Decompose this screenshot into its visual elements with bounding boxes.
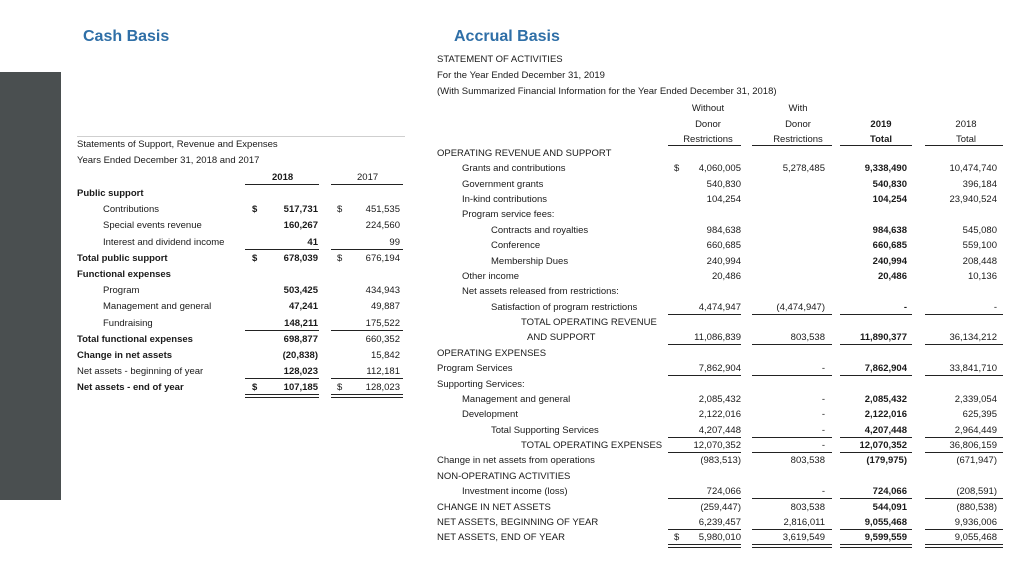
value-total-2019: 9,338,490 <box>864 163 907 175</box>
dollar-sign: $ <box>252 204 258 216</box>
accrual-row-label: Satisfaction of program restrictions <box>491 301 638 313</box>
cash-row-label: Management and general <box>103 301 212 313</box>
col-header-2018: 2018 <box>272 172 294 183</box>
dollar-sign: $ <box>674 532 680 544</box>
accrual-row-label: Grants and contributions <box>462 163 566 175</box>
cash-value-2017: 434,943 <box>365 285 400 297</box>
row-underline <box>925 437 1003 438</box>
value-total-2018: - <box>993 301 997 313</box>
value-total-2019: 240,994 <box>872 255 907 267</box>
cash-row-label: Change in net assets <box>77 350 173 361</box>
value-without-restrictions: 660,685 <box>706 240 741 252</box>
cash-value-2018: 678,039 <box>283 252 318 264</box>
cash-value-2018: 160,267 <box>283 220 318 232</box>
row-double-underline <box>840 544 912 548</box>
cash-title-line1: Statements of Support, Revenue and Expenses <box>77 139 278 150</box>
value-total-2018: (671,947) <box>956 455 997 467</box>
row-underline <box>840 529 912 530</box>
col-header-with: Restrictions <box>773 134 823 145</box>
col-header-underline <box>840 145 912 146</box>
cash-value-2017: 224,560 <box>365 220 400 232</box>
value-total-2018: 9,936,006 <box>954 516 997 528</box>
value-without-restrictions: 7,862,904 <box>698 363 741 375</box>
value-total-2019: 2,122,016 <box>864 409 907 421</box>
cash-value-2017: 112,181 <box>366 366 400 378</box>
value-without-restrictions: 12,070,352 <box>693 440 741 452</box>
row-underline <box>668 437 741 438</box>
col-header-total2019: 2019 <box>870 118 892 130</box>
row-underline <box>752 375 832 376</box>
accrual-title-line1: STATEMENT OF ACTIVITIES <box>437 54 563 65</box>
accrual-row-label: Conference <box>491 240 541 252</box>
row-underline <box>245 249 319 250</box>
cash-row-label: Interest and dividend income <box>103 236 225 248</box>
cash-value-2017: 451,535 <box>365 204 400 216</box>
col-header-with: With <box>788 103 808 114</box>
row-underline <box>331 330 403 331</box>
value-without-restrictions: 240,994 <box>706 255 741 267</box>
accrual-row-label: OPERATING EXPENSES <box>437 347 547 359</box>
value-without-restrictions: (983,513) <box>700 455 741 467</box>
row-underline <box>840 375 912 376</box>
cash-row-label: Contributions <box>103 204 159 216</box>
value-total-2018: 545,080 <box>962 224 997 236</box>
cash-value-2018: 698,877 <box>283 333 318 345</box>
cash-row-label: Functional expenses <box>77 269 171 280</box>
cash-value-2018: 503,425 <box>283 285 318 297</box>
row-underline <box>925 375 1003 376</box>
accrual-row-label: Management and general <box>462 393 571 405</box>
col-header-underline <box>331 184 403 185</box>
row-double-underline <box>331 394 403 398</box>
col-header-without: Donor <box>695 118 721 130</box>
value-with-restrictions: 803,538 <box>790 455 825 467</box>
value-with-restrictions: - <box>821 409 825 421</box>
value-without-restrictions: 724,066 <box>706 486 741 498</box>
accrual-row-label: NET ASSETS, BEGINNING OF YEAR <box>437 516 599 528</box>
sidebar-accent-bar <box>0 72 61 500</box>
value-with-restrictions: - <box>821 486 825 498</box>
value-with-restrictions: - <box>821 363 825 375</box>
row-underline <box>840 314 912 315</box>
row-underline <box>840 498 912 499</box>
value-total-2019: 544,091 <box>872 501 907 513</box>
value-total-2018: 36,806,159 <box>949 440 997 452</box>
col-header-without: Without <box>691 103 725 114</box>
value-total-2018: 396,184 <box>962 178 997 190</box>
row-underline <box>752 529 832 530</box>
cash-value-2018: (20,838) <box>282 350 318 361</box>
cash-row-label: Special events revenue <box>103 220 202 232</box>
cash-value-2017: 676,194 <box>365 252 400 264</box>
row-underline <box>668 344 741 345</box>
row-underline <box>331 378 403 379</box>
value-total-2018: 33,841,710 <box>949 363 997 375</box>
value-total-2019: - <box>903 301 907 313</box>
value-total-2018: 10,136 <box>967 270 997 282</box>
accrual-row-label: OPERATING REVENUE AND SUPPORT <box>437 148 612 159</box>
cash-value-2017: 175,522 <box>365 317 400 329</box>
value-total-2019: 7,862,904 <box>864 363 907 375</box>
accrual-row-label: Membership Dues <box>491 255 569 267</box>
row-underline <box>752 498 832 499</box>
value-without-restrictions: 2,122,016 <box>698 409 741 421</box>
accrual-row-label: NET ASSETS, END OF YEAR <box>437 532 565 544</box>
col-header-total2018: 2018 <box>955 118 977 130</box>
accrual-row-label: Program service fees: <box>462 209 555 221</box>
cash-title-line2: Years Ended December 31, 2018 and 2017 <box>77 155 260 166</box>
cash-value-2017: 49,887 <box>370 301 400 313</box>
col-header-underline <box>668 145 741 146</box>
row-underline <box>925 498 1003 499</box>
col-header-without: Restrictions <box>683 134 733 145</box>
value-with-restrictions: 2,816,011 <box>783 516 825 528</box>
value-without-restrictions: 2,085,432 <box>698 393 741 405</box>
value-total-2018: 23,940,524 <box>949 194 997 206</box>
row-double-underline <box>925 544 1003 548</box>
row-double-underline <box>245 394 319 398</box>
value-with-restrictions: 3,619,549 <box>782 532 825 544</box>
value-with-restrictions: - <box>821 440 825 452</box>
row-underline <box>668 314 741 315</box>
cash-row-label: Total public support <box>77 252 168 264</box>
dollar-sign: $ <box>337 252 343 264</box>
value-total-2019: 660,685 <box>872 240 907 252</box>
row-double-underline <box>752 544 832 548</box>
accrual-row-label: Change in net assets from operations <box>437 455 595 467</box>
value-total-2018: 36,134,212 <box>949 332 997 344</box>
cash-value-2017: 128,023 <box>365 382 400 394</box>
value-without-restrictions: 4,060,005 <box>698 163 741 175</box>
cash-row-label: Total functional expenses <box>77 333 193 345</box>
cash-value-2018: 107,185 <box>283 382 318 394</box>
row-double-underline <box>668 544 741 548</box>
col-header-total2019: Total <box>870 134 892 145</box>
value-total-2019: 2,085,432 <box>864 393 907 405</box>
cash-value-2018: 148,211 <box>284 317 318 329</box>
value-total-2018: 2,964,449 <box>954 424 997 436</box>
value-without-restrictions: 4,207,448 <box>698 424 741 436</box>
col-header-2017: 2017 <box>357 172 379 183</box>
value-with-restrictions: - <box>821 424 825 436</box>
cash-value-2017: 99 <box>389 236 400 248</box>
row-underline <box>840 452 912 453</box>
cash-value-2018: 47,241 <box>288 301 318 313</box>
value-total-2018: 559,100 <box>962 240 997 252</box>
value-total-2018: 2,339,054 <box>954 393 997 405</box>
cash-value-2017: 660,352 <box>365 333 400 345</box>
col-header-total2018: Total <box>955 134 977 145</box>
value-total-2018: 208,448 <box>962 255 997 267</box>
cash-row-label: Public support <box>77 188 144 199</box>
value-without-restrictions: 984,638 <box>706 224 741 236</box>
accrual-row-label: AND SUPPORT <box>527 332 596 344</box>
value-total-2018: (208,591) <box>956 486 997 498</box>
value-without-restrictions: 540,830 <box>706 178 741 190</box>
row-underline <box>668 452 741 453</box>
accrual-row-label: TOTAL OPERATING EXPENSES <box>521 440 663 452</box>
value-without-restrictions: (259,447) <box>700 501 741 513</box>
value-total-2019: 724,066 <box>872 486 907 498</box>
cash-row-label: Net assets - end of year <box>77 382 184 394</box>
cash-value-2018: 41 <box>307 236 318 248</box>
accrual-row-label: Program Services <box>437 363 513 375</box>
col-header-underline <box>245 184 319 185</box>
accrual-title-line2: For the Year Ended December 31, 2019 <box>437 70 605 81</box>
accrual-row-label: Government grants <box>462 178 544 190</box>
row-underline <box>752 437 832 438</box>
row-underline <box>245 330 319 331</box>
accrual-row-label: Contracts and royalties <box>491 224 589 236</box>
cash-value-2018: 128,023 <box>283 366 318 378</box>
value-total-2018: 10,474,740 <box>949 163 997 175</box>
accrual-row-label: NON-OPERATING ACTIVITIES <box>437 470 571 482</box>
value-total-2019: 9,599,559 <box>864 532 907 544</box>
row-underline <box>752 344 832 345</box>
accrual-row-label: Other income <box>462 270 520 282</box>
value-total-2019: 984,638 <box>872 224 907 236</box>
row-underline <box>668 375 741 376</box>
value-total-2019: 11,890,377 <box>859 332 907 344</box>
value-with-restrictions: 5,278,485 <box>782 163 825 175</box>
cash-row-label: Fundraising <box>103 317 153 329</box>
value-total-2019: 104,254 <box>872 194 907 206</box>
value-total-2018: (880,538) <box>956 501 997 513</box>
accrual-row-label: CHANGE IN NET ASSETS <box>437 501 551 513</box>
row-underline <box>245 378 319 379</box>
title-separator <box>77 136 405 137</box>
row-underline <box>925 314 1003 315</box>
value-without-restrictions: 5,980,010 <box>698 532 741 544</box>
accrual-row-label: TOTAL OPERATING REVENUE <box>521 317 657 329</box>
dollar-sign: $ <box>337 382 343 394</box>
row-underline <box>752 452 832 453</box>
row-underline <box>840 344 912 345</box>
accrual-row-label: Supporting Services: <box>437 378 525 390</box>
row-underline <box>752 314 832 315</box>
accrual-row-label: Net assets released from restrictions: <box>462 286 619 298</box>
accrual-row-label: In-kind contributions <box>462 194 548 206</box>
value-without-restrictions: 20,486 <box>711 270 741 282</box>
cash-value-2017: 15,842 <box>370 350 400 361</box>
cash-value-2018: 517,731 <box>283 204 318 216</box>
col-header-underline <box>752 145 832 146</box>
dollar-sign: $ <box>252 382 258 394</box>
accrual-row-label: Investment income (loss) <box>462 486 568 498</box>
value-total-2019: 540,830 <box>872 178 907 190</box>
row-underline <box>925 452 1003 453</box>
dollar-sign: $ <box>674 163 680 175</box>
value-without-restrictions: 6,239,457 <box>698 516 741 528</box>
row-underline <box>840 437 912 438</box>
row-underline <box>925 529 1003 530</box>
row-underline <box>925 344 1003 345</box>
value-with-restrictions: 803,538 <box>790 501 825 513</box>
dollar-sign: $ <box>337 204 343 216</box>
row-underline <box>331 249 403 250</box>
row-underline <box>668 498 741 499</box>
value-total-2019: (179,975) <box>866 455 907 467</box>
row-underline <box>668 529 741 530</box>
accrual-row-label: Total Supporting Services <box>491 424 599 436</box>
value-total-2019: 9,055,468 <box>864 516 907 528</box>
value-total-2019: 4,207,448 <box>864 424 907 436</box>
value-total-2019: 20,486 <box>877 270 907 282</box>
col-header-underline <box>925 145 1003 146</box>
accrual-basis-heading: Accrual Basis <box>454 28 560 45</box>
accrual-row-label: Development <box>462 409 518 421</box>
value-with-restrictions: 803,538 <box>790 332 825 344</box>
col-header-with: Donor <box>785 118 811 130</box>
value-without-restrictions: 4,474,947 <box>698 301 741 313</box>
value-with-restrictions: - <box>821 393 825 405</box>
cash-row-label: Net assets - beginning of year <box>77 366 204 378</box>
value-total-2018: 625,395 <box>962 409 997 421</box>
value-without-restrictions: 104,254 <box>706 194 741 206</box>
value-total-2018: 9,055,468 <box>954 532 997 544</box>
cash-basis-heading: Cash Basis <box>83 28 170 45</box>
value-with-restrictions: (4,474,947) <box>776 301 825 313</box>
value-without-restrictions: 11,086,839 <box>694 332 741 344</box>
accrual-title-line3: (With Summarized Financial Information for the Year Ended December 31, 2018) <box>437 86 777 97</box>
value-total-2019: 12,070,352 <box>859 440 907 452</box>
dollar-sign: $ <box>252 252 258 264</box>
cash-row-label: Program <box>103 285 140 297</box>
